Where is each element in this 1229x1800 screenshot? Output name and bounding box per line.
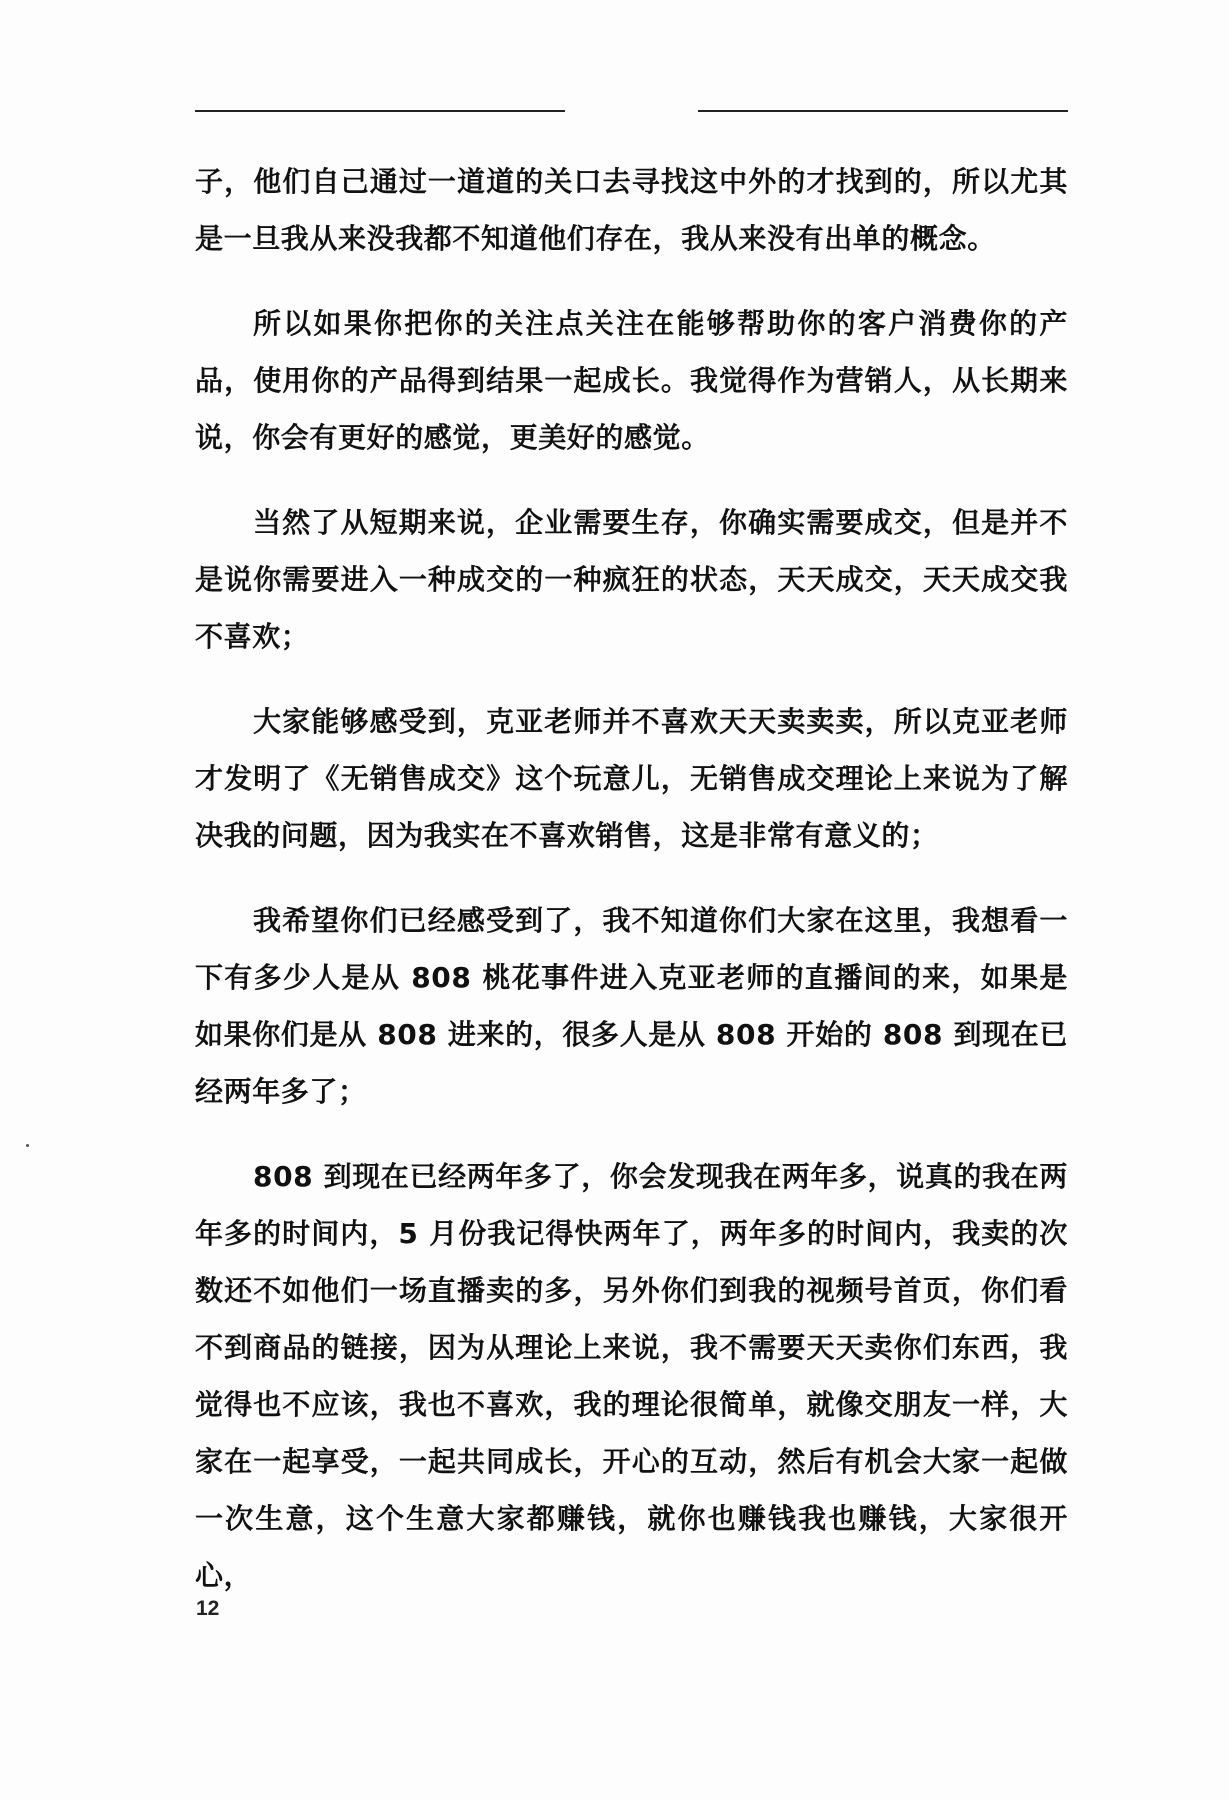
paragraph-6: 808 到现在已经两年多了，你会发现我在两年多，说真的我在两年多的时间内，5 月份我记得快两年了，两年多的时间内，我卖的次数还不如他们一场直播卖的多，另外你们到我的视频号首页，你们看不到商品的链接，因为从理论上来说，我不需要天天卖你们东西，我觉得也不应该，我也不喜欢，我的理论很简单，就像交朋友一样，大家在一起享受，一起共同成长，开心的互动，然后有机会大家一起做一次生意，这个生意大家都赚钱，就你也赚钱我也赚钱，大家很开心， bbox=[195, 1160, 1068, 1592]
page-number: 12 bbox=[196, 1597, 220, 1620]
header-rule-left bbox=[195, 110, 565, 112]
paragraph-1: 子，他们自己通过一道道的关口去寻找这中外的才找到的，所以尤其是一旦我从来没我都不知道他们存在，我从来没有出单的概念。 bbox=[195, 165, 1068, 255]
paragraph-4: 大家能够感受到，克亚老师并不喜欢天天卖卖卖，所以克亚老师才发明了《无销售成交》这个玩意儿，无销售成交理论上来说为了解决我的问题，因为我实在不喜欢销售，这是非常有意义的； bbox=[195, 705, 1068, 852]
body-text bbox=[195, 153, 1068, 1632]
paragraph-5: 我希望你们已经感受到了，我不知道你们大家在这里，我想看一下有多少人是从 808 桃花事件进入克亚老师的直播间的来，如果是如果你们是从 808 进来的，很多人是从 808 开始的 808 到现在已经两年多了； bbox=[195, 904, 1068, 1108]
paragraph-3: 当然了从短期来说，企业需要生存，你确实需要成交，但是并不是说你需要进入一种成交的一种疯狂的状态，天天成交，天天成交我不喜欢； bbox=[195, 506, 1068, 653]
scan-speck bbox=[26, 1144, 29, 1147]
header-rule-right bbox=[698, 110, 1068, 112]
paragraph-2: 所以如果你把你的关注点关注在能够帮助你的客户消费你的产品，使用你的产品得到结果一起成长。我觉得作为营销人，从长期来说，你会有更好的感觉，更美好的感觉。 bbox=[195, 307, 1068, 454]
